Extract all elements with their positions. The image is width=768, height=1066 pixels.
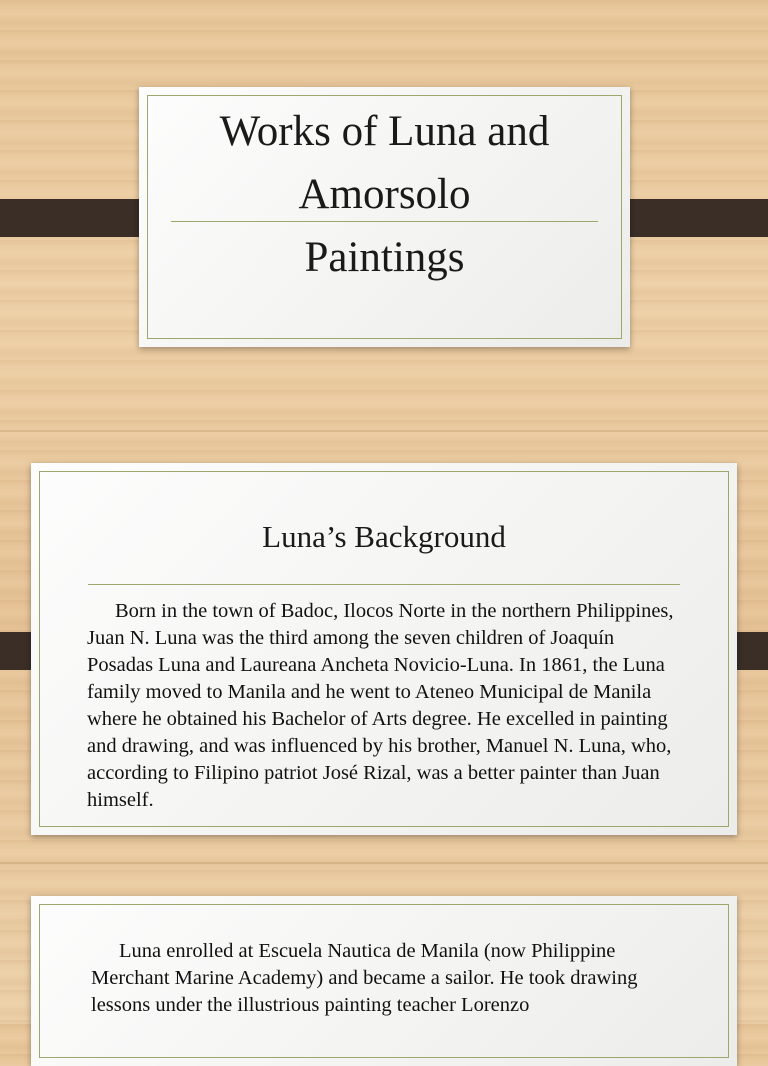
left-decorative-tab <box>0 199 156 237</box>
background-slide <box>0 432 768 862</box>
title-slide <box>0 0 768 430</box>
heading-divider <box>88 584 680 585</box>
title-line-2: Amorsolo <box>298 171 471 218</box>
section-heading: Luna’s Background <box>262 519 506 554</box>
content-card <box>31 896 737 1066</box>
right-decorative-tab <box>612 199 768 237</box>
title-line-1: Works of Luna and <box>219 108 550 155</box>
background-paragraph: Born in the town of Badoc, Ilocos Norte in the northern Philippines, Juan N. Luna was the third among the seven children of Joaquín Posadas Luna and Laureana Ancheta Novicio-Luna. In 1861, the Luna family moved to Manila and he went to Ateneo Municipal de Manila where he obtained his Bachelor of Arts degree. He excelled in painting and drawing, and was influenced by his brother, Manuel N. Luna, who, according to Filipino patriot José Rizal, was a better painter than Juan himself. <box>87 600 674 811</box>
continuation-slide <box>0 864 768 1024</box>
content-card <box>31 463 737 835</box>
title-line-3: Paintings <box>304 234 465 281</box>
title-card <box>139 87 630 347</box>
continuation-paragraph: Luna enrolled at Escuela Nautica de Manila (now Philippine Merchant Marine Academy) and became a sailor. He took drawing lessons under the illustrious painting teacher Lorenzo <box>91 940 638 1016</box>
